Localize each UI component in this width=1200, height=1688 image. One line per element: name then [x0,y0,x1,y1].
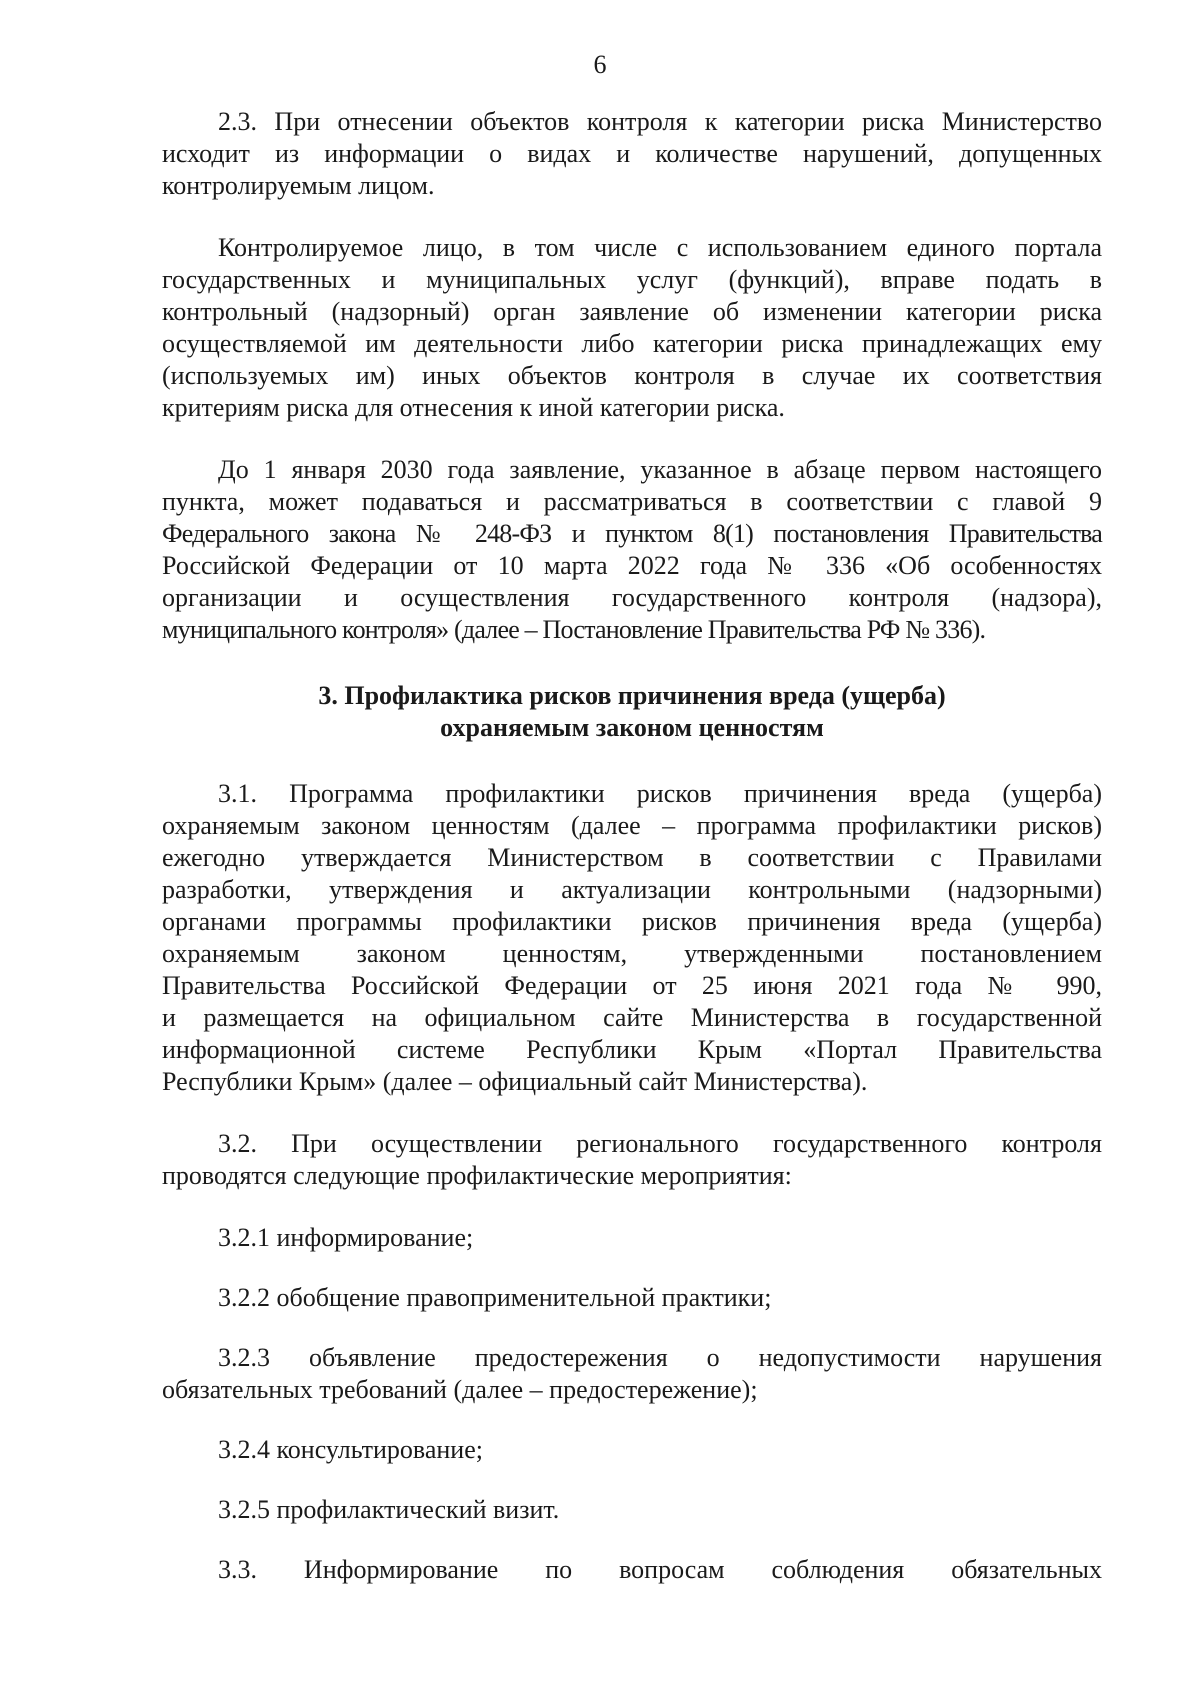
text-line: критериям риска для отнесения к иной категории риска. [162,393,785,422]
text-line: (используемых им) иных объектов контроля в случае их соответствия [162,361,1102,390]
text-line: информационной системе Республики Крым «Портал Правительства [162,1035,1102,1064]
paragraph-2-3 [162,106,1102,202]
text-line: Правительства Российской Федерации от 25 июня 2021 года № 990, [162,971,1102,1000]
document-body [162,106,1102,1616]
section-3-heading [162,680,1102,744]
text-line: организации и осуществления государственного контроля (надзора), [162,583,1102,612]
list-item-3-2-4: 3.2.4 консультирование; [218,1435,483,1464]
paragraph-risk-change [162,232,1102,424]
text-line: государственных и муниципальных услуг (функций), вправе подать в [162,265,1102,294]
text-line: разработки, утверждения и актуализации контрольными (надзорными) [162,875,1102,904]
text-line: муниципального контроля» (далее – Постановление Правительства РФ № 336). [162,615,986,644]
text-line: До 1 января 2030 года заявление, указанное в абзаце первом настоящего [218,455,1102,484]
list-item-3-2-2: 3.2.2 обобщение правоприменительной практики; [218,1283,772,1312]
text-line: Контролируемое лицо, в том числе с использованием единого портала [218,233,1102,262]
heading-line: 3. Профилактика рисков причинения вреда (ущерба) [318,681,946,710]
text-line: ежегодно утверждается Министерством в соответствии с Правилами [162,843,1102,872]
text-line: охраняемым законом ценностям, утвержденными постановлением [162,939,1102,968]
text-line: и размещается на официальном сайте Министерства в государственной [162,1003,1102,1032]
text-line: контрольный (надзорный) орган заявление об изменении категории риска [162,297,1102,326]
list-item-3-2-1: 3.2.1 информирование; [218,1223,474,1252]
paragraph-3-2 [162,1128,1102,1192]
text-line: 3.3. Информирование по вопросам соблюдения обязательных [218,1555,1102,1584]
text-line: 3.1. Программа профилактики рисков причинения вреда (ущерба) [218,779,1102,808]
text-line: Республики Крым» (далее – официальный сайт Министерства). [162,1067,868,1096]
text-line: контролируемым лицом. [162,171,435,200]
list-item-3-2-3 [162,1342,1102,1406]
page-number: 6 [593,50,607,79]
paragraph-3-1 [162,778,1102,1098]
paragraph-until-2030 [162,454,1102,646]
list-item-3-2-5: 3.2.5 профилактический визит. [218,1495,560,1524]
text-line: Федерального закона № 248-ФЗ и пунктом 8(1) постановления Правительства [162,519,1102,548]
text-line: 2.3. При отнесении объектов контроля к категории риска Министерство [218,107,1102,136]
paragraph-3-3 [162,1554,1102,1586]
text-line: Российской Федерации от 10 марта 2022 года № 336 «Об особенностях [162,551,1102,580]
text-line: осуществляемой им деятельности либо категории риска принадлежащих ему [162,329,1102,358]
text-line: обязательных требований (далее – предостережение); [162,1375,758,1404]
text-line: пункта, может подаваться и рассматриваться в соответствии с главой 9 [162,487,1102,516]
text-line: исходит из информации о видах и количестве нарушений, допущенных [162,139,1102,168]
text-line: органами программы профилактики рисков причинения вреда (ущерба) [162,907,1102,936]
text-line: 3.2. При осуществлении регионального государственного контроля [218,1129,1102,1158]
text-line: 3.2.3 объявление предостережения о недопустимости нарушения [218,1343,1102,1372]
text-line: охраняемым законом ценностям (далее – программа профилактики рисков) [162,811,1102,840]
heading-line: охраняемым законом ценностям [440,713,824,742]
text-line: проводятся следующие профилактические мероприятия: [162,1161,792,1190]
